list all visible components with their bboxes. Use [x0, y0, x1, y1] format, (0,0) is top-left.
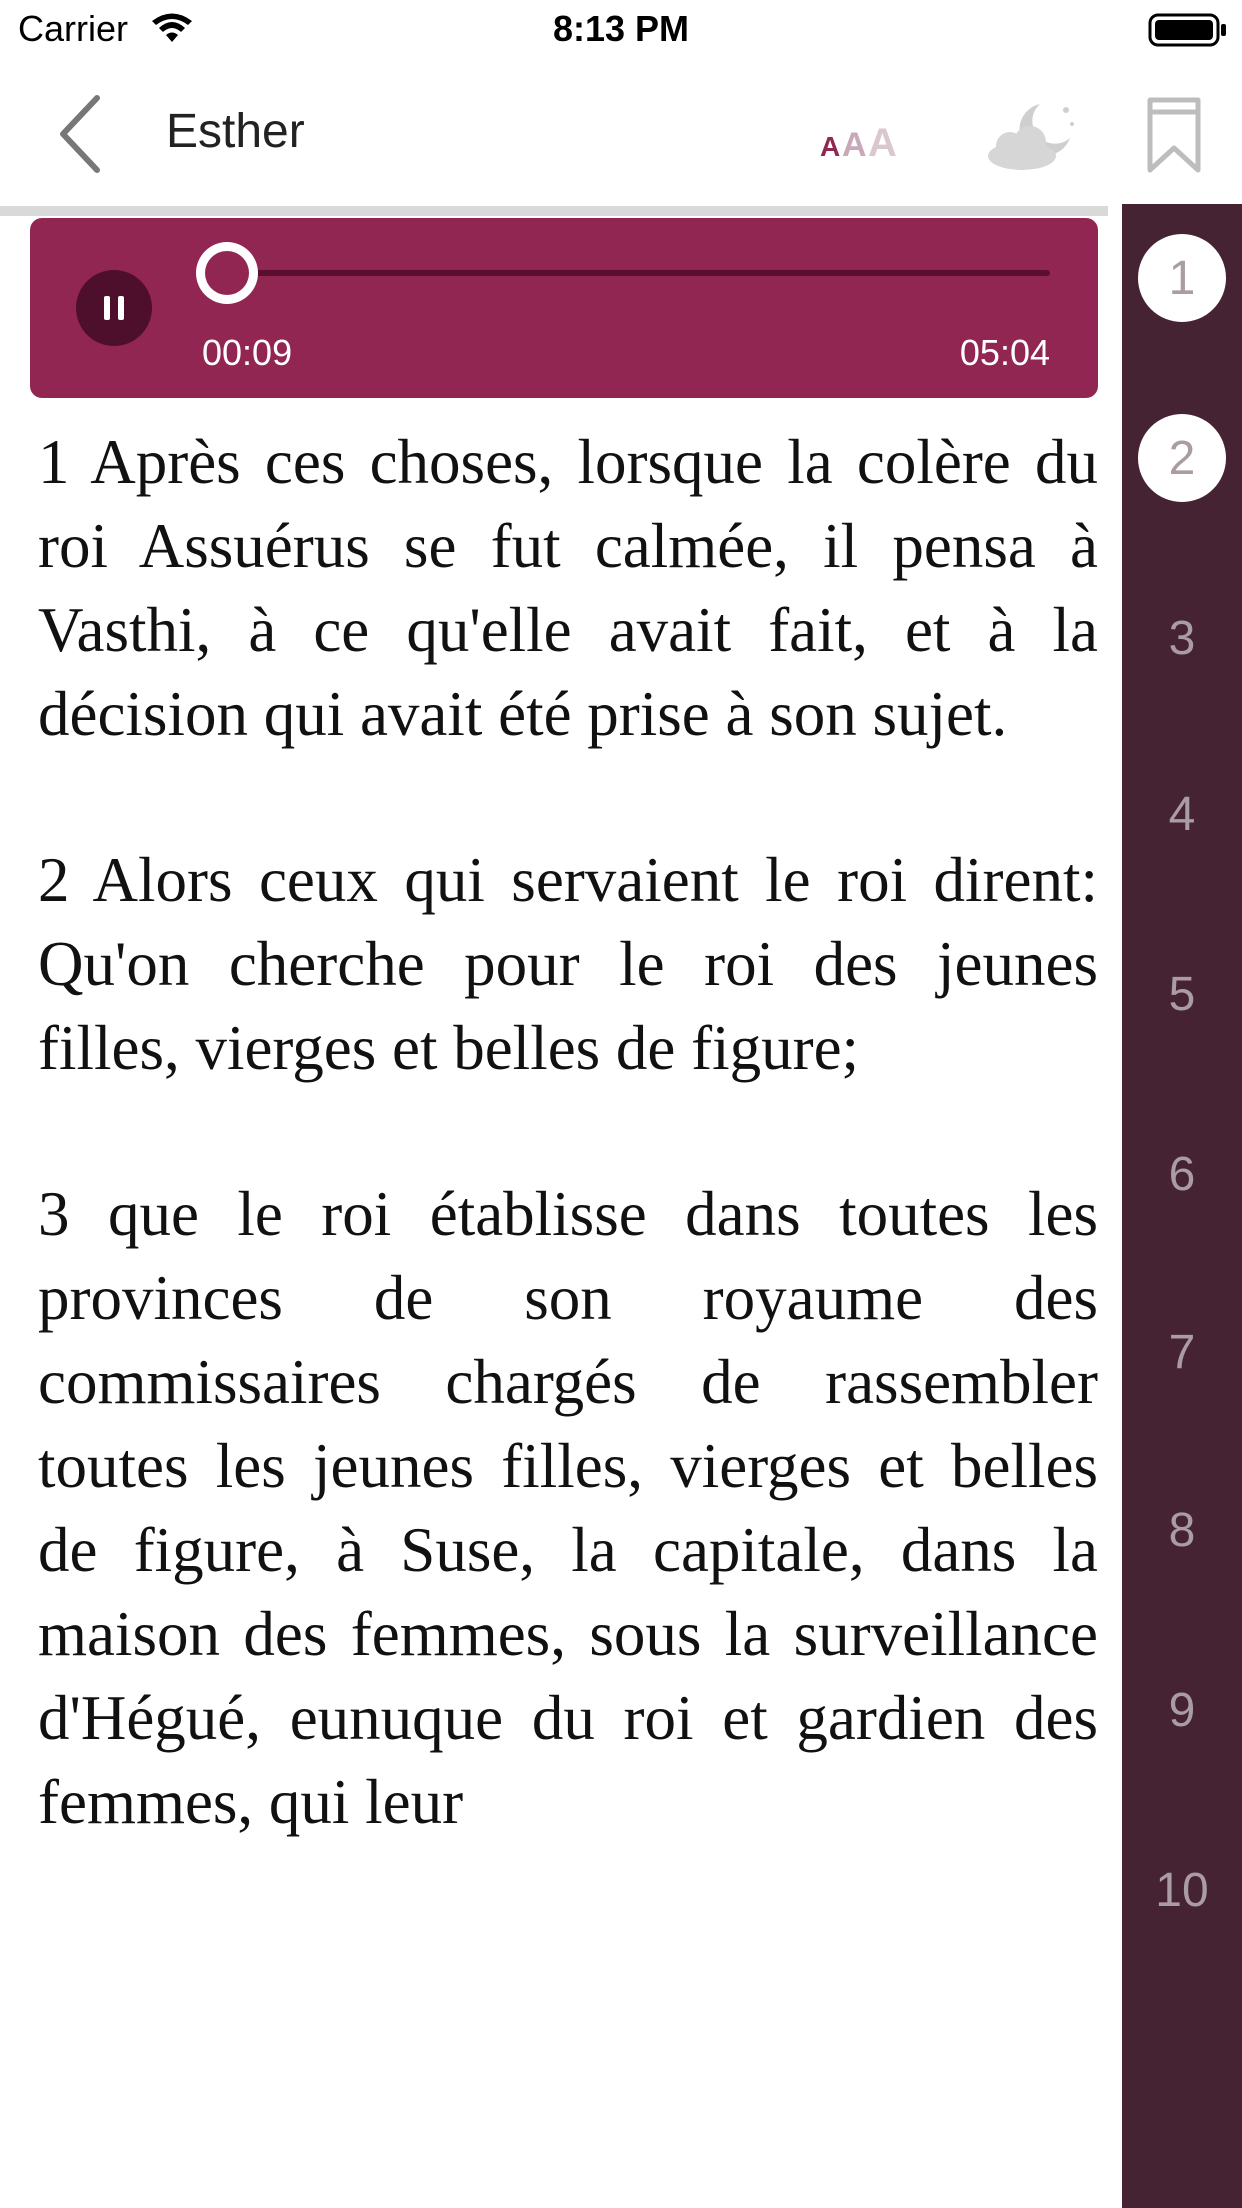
night-mode-icon[interactable]	[982, 98, 1078, 174]
carrier-label: Carrier	[18, 8, 129, 49]
status-time: 8:13 PM	[552, 8, 690, 49]
verse-text: 2 Alors ceux qui servaient le roi dirent: Qu'on cherche pour le roi des jeunes filles, vierges et belles de figure;	[38, 845, 1098, 1083]
verse-text: 3 que le roi établisse dans toutes les provinces de son royaume des commissaires chargés de rassembler toutes les jeunes filles, vierges et belles de figure, à Suse, la capitale, dans la maison des femmes, sous la surveillance d'Hégué, eunuque du roi et gardien des femmes, qui leur	[38, 1179, 1098, 1837]
verse-number-6[interactable]: 6	[1168, 1147, 1196, 1201]
verse-number-2[interactable]: 2	[1138, 414, 1226, 502]
svg-text:A: A	[868, 121, 897, 162]
svg-text:A: A	[842, 126, 867, 162]
verse-number-1[interactable]: 1	[1138, 234, 1226, 322]
bookmark-icon[interactable]	[1144, 96, 1204, 176]
pause-icon	[104, 296, 124, 320]
verse-number-9[interactable]: 9	[1168, 1683, 1196, 1737]
page-title: Esther	[166, 105, 305, 158]
verse-number-sidebar	[1122, 204, 1242, 2208]
verse-content[interactable]	[38, 420, 1098, 2208]
audio-progress-slider[interactable]	[202, 270, 1050, 276]
back-chevron-icon	[57, 94, 103, 174]
elapsed-time: 00:09	[202, 332, 293, 373]
verse-number-4[interactable]: 4	[1168, 787, 1196, 841]
verse-number-8[interactable]: 8	[1168, 1503, 1196, 1557]
verse-number-7[interactable]: 7	[1168, 1325, 1196, 1379]
svg-text:A: A	[820, 131, 841, 162]
pause-button[interactable]	[76, 270, 152, 346]
verse-number-5[interactable]: 5	[1168, 967, 1196, 1021]
font-size-icon[interactable]	[818, 112, 902, 162]
verse-number-10[interactable]: 10	[1155, 1863, 1209, 1917]
verse-text: 1 Après ces choses, lorsque la colère du roi Assuérus se fut calmée, il pensa à Vasthi, à ce qu'elle avait fait, et à la décision qui avait été prise à son sujet.	[38, 427, 1098, 749]
battery-icon	[1148, 12, 1228, 48]
nav-divider	[0, 206, 1108, 216]
nav-bar	[0, 60, 1242, 206]
status-bar	[0, 0, 1242, 60]
back-button[interactable]	[50, 92, 110, 176]
audio-player	[30, 218, 1098, 398]
audio-progress-thumb[interactable]	[196, 242, 258, 304]
verse-number-3[interactable]: 3	[1168, 611, 1196, 665]
total-time: 05:04	[959, 332, 1050, 373]
